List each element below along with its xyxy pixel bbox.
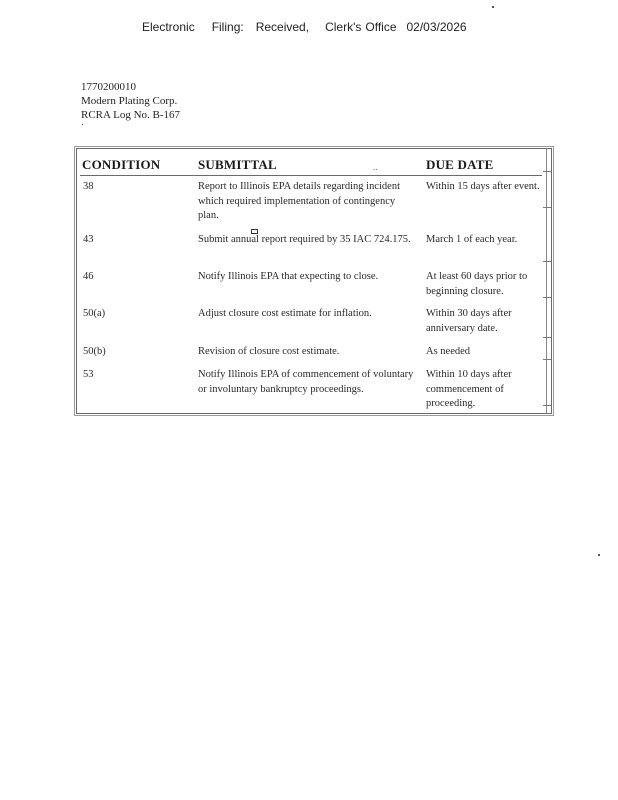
stamp-word: Received, (255, 20, 310, 34)
due-date-cell: At least 60 days prior to beginning closure. (426, 271, 528, 297)
due-date-cell: March 1 of each year. (426, 234, 518, 245)
due-date-cell: As needed (426, 346, 471, 357)
submittal-cell: Report to Illinois EPA details regarding incident which required implementation of contingency plan. (198, 181, 401, 221)
header-submittal: SUBMITTAL (198, 157, 277, 172)
facility-id: 1770200010 (81, 81, 136, 93)
submittal-cell: Revision of closure cost estimate. (198, 346, 340, 357)
header-condition: CONDITION (82, 157, 161, 172)
scan-speck (492, 6, 494, 8)
header-rule (80, 175, 542, 176)
due-date-cell: Within 10 days after commencement of proceeding. (426, 369, 512, 409)
condition-cell: 43 (83, 234, 94, 245)
header-due-date: DUE DATE (426, 157, 494, 172)
scan-speck (82, 124, 83, 125)
condition-cell: 46 (83, 271, 94, 282)
rcra-log-number: RCRA Log No. B-167 (81, 109, 181, 121)
scan-speck (598, 554, 600, 556)
company-name: Modern Plating Corp. (81, 95, 178, 107)
stamp-word: Clerk's (325, 20, 362, 34)
margin-tick (543, 171, 551, 172)
due-date-cell: Within 15 days after event. (426, 181, 540, 192)
condition-cell: 50(a) (83, 308, 106, 319)
condition-cell: 50(b) (83, 346, 106, 357)
stamp-word: Filing: (211, 20, 244, 34)
submittal-cell: Notify Illinois EPA that expecting to close. (198, 271, 379, 282)
condition-cell: 38 (83, 181, 94, 192)
stamp-word: Office (365, 20, 397, 34)
electronic-filing-stamp (142, 20, 467, 34)
header-dots: .. (373, 162, 378, 172)
table-right-rule (546, 149, 547, 413)
margin-tick (543, 207, 551, 208)
condition-cell: 53 (83, 369, 94, 380)
margin-tick (543, 261, 551, 262)
stamp-date: 02/03/2026 (406, 20, 467, 34)
submittal-cell: Adjust closure cost estimate for inflation. (198, 308, 372, 319)
submittal-cell: Submit annual report required by 35 IAC 724.175. (198, 234, 411, 245)
due-date-cell: Within 30 days after anniversary date. (426, 308, 512, 334)
document-header (81, 80, 180, 122)
stamp-word: Electronic (142, 20, 195, 34)
margin-tick (543, 337, 551, 338)
submittal-cell: Notify Illinois EPA of commencement of voluntary or involuntary bankruptcy proceedings. (198, 369, 414, 395)
conditions-table (76, 148, 552, 414)
